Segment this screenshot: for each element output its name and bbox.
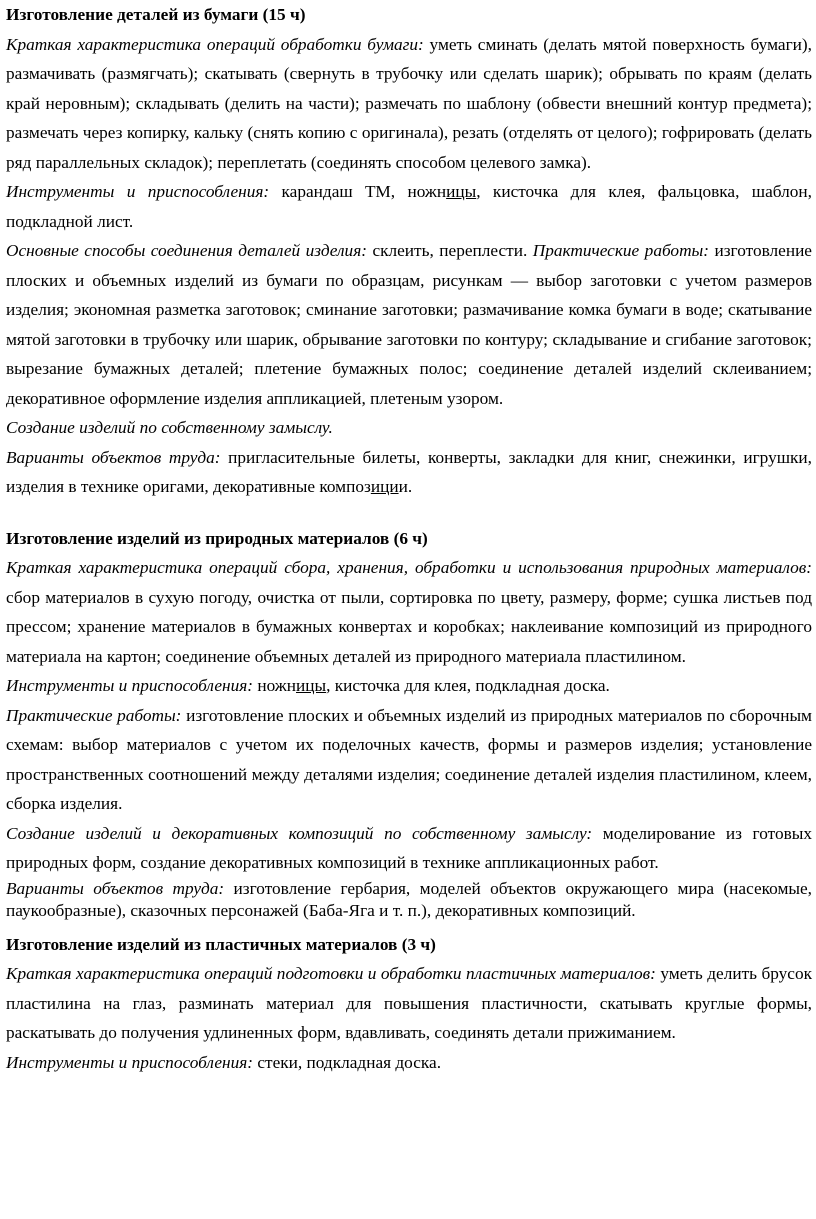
italic-label: Краткая характеристика операций подготовки и обработки пластичных материалов:	[6, 964, 656, 983]
italic-label: Инструменты и приспособления:	[6, 182, 270, 201]
italic-label: Варианты объектов труда:	[6, 447, 221, 467]
underlined-text: ицы	[446, 182, 477, 201]
section-title: Изготовление изделий из природных материалов (6 ч)	[6, 528, 428, 548]
paragraph-text: изготовление плоских и объемных изделий из природных материалов по сборочным схемам: выбор материалов с учетом их поделочных качеств, формы и размеров изделия; установление пространственных соотношений между деталями изделия; соединение деталей изделия пластилином, клеем, сборка изделия.	[6, 705, 812, 813]
paragraph	[6, 701, 812, 819]
paragraph-text: изготовление плоских и объемных изделий из бумаги по образцам, рисункам — выбор заготовки с учетом размеров изделия; экономная разметка заготовок; сминание заготовки; размачивание комка бумаги в воде; скатывание мятой заготовки в трубочку или шарик, обрывание заготовки по контуру; складывание и сгибание заготовок; вырезание бумажных деталей; плетение бумажных полос; соединение деталей изделий склеиванием; декоративное оформление изделия аппликацией, плетеным узором.	[6, 241, 812, 408]
paragraph	[6, 236, 812, 413]
paragraph-text: ножн	[253, 676, 296, 695]
paragraph	[6, 878, 812, 922]
paragraph-text: пригласительные билеты, конверты, закладки для книг, снежинки, игрушки, изделия в технике оригами, декоративные композ	[6, 447, 812, 496]
paragraph-text: моделирование из готовых природных форм, создание декоративных композиций в технике аппликационных работ.	[6, 823, 812, 872]
italic-label: Практические работы:	[6, 705, 182, 725]
paragraph-text: , кисточка для клея, подкладная доска.	[326, 676, 610, 695]
paragraph-text: склеить, переплести.	[366, 241, 533, 260]
paragraph-text: стеки, подкладная доска.	[253, 1052, 442, 1072]
paragraph	[6, 1048, 812, 1078]
paragraph-text: карандаш ТМ, ножн	[269, 182, 447, 201]
section-title: Изготовление деталей из бумаги (15 ч)	[6, 5, 306, 24]
paragraph	[6, 443, 812, 502]
paragraph-text: уметь сминать (делать мятой поверхность бумаги), размачивать (размягчать); скатывать (свернуть в трубочку или сделать шарик); обрывать по краям (делать край неровным); складывать (делить на части); размечать по шаблону (обвести внешний контур предмета); размечать через копирку, кальку (снять копию с оригинала), резать (отделять от целого); гофрировать (делать ряд параллельных складок); переплетать (соединять способом целевого замка).	[6, 34, 812, 172]
paragraph-text: и.	[398, 477, 413, 496]
italic-label: Краткая характеристика операций сбора, хранения, обработки и использования природных материалов:	[6, 558, 812, 577]
paragraph	[6, 413, 812, 443]
section-natural-materials	[6, 524, 812, 922]
paragraph	[6, 959, 812, 1048]
italic-label: Инструменты и приспособления:	[6, 1052, 254, 1072]
section-title: Изготовление изделий из пластичных материалов (3 ч)	[6, 934, 436, 954]
paragraph	[6, 671, 812, 701]
spacer	[6, 922, 812, 930]
italic-label: Основные способы соединения деталей изделия:	[6, 241, 367, 260]
underlined-text: ици	[370, 477, 399, 496]
italic-label: Создание изделий и декоративных композиций по собственному замыслу:	[6, 823, 593, 843]
section-paper	[6, 0, 812, 502]
paragraph-text: сбор материалов в сухую погоду, очистка от пыли, сортировка по цвету, размеру, форме; сушка листьев под прессом; хранение материалов в бумажных конвертах и коробках; наклеивание композиций из природного материала на картон; соединение объемных деталей из природного материала пластилином.	[6, 587, 812, 666]
paragraph	[6, 553, 812, 671]
paragraph-text: уметь делить брусок пластилина на глаз, разминать материал для повышения пластичности, скатывать круглые формы, раскатывать до получения удлиненных форм, вдавливать, соединять детали прижиманием.	[6, 964, 813, 1042]
underlined-text: ицы	[296, 676, 327, 695]
document-page	[6, 0, 812, 1077]
italic-label: Варианты объектов труда:	[6, 878, 225, 898]
paragraph	[6, 819, 812, 878]
paragraph	[6, 30, 812, 178]
paragraph	[6, 177, 812, 236]
italic-label: Практические работы:	[532, 241, 710, 260]
section-plastic-materials	[6, 930, 812, 1078]
italic-label: Инструменты и приспособления:	[6, 676, 254, 695]
italic-label: Краткая характеристика операций обработки бумаги:	[6, 34, 424, 54]
paragraph-text: изготовление гербария, моделей объектов окружающего мира (насекомые, паукообразные), сказочных персонажей (Баба-Яга и т. п.), декоративных композиций.	[6, 878, 812, 920]
spacer	[6, 502, 812, 524]
italic-label: Создание изделий по собственному замыслу.	[6, 418, 333, 437]
paragraph-text: , кисточка для клея, фальцовка, шаблон, подкладной лист.	[6, 182, 812, 231]
